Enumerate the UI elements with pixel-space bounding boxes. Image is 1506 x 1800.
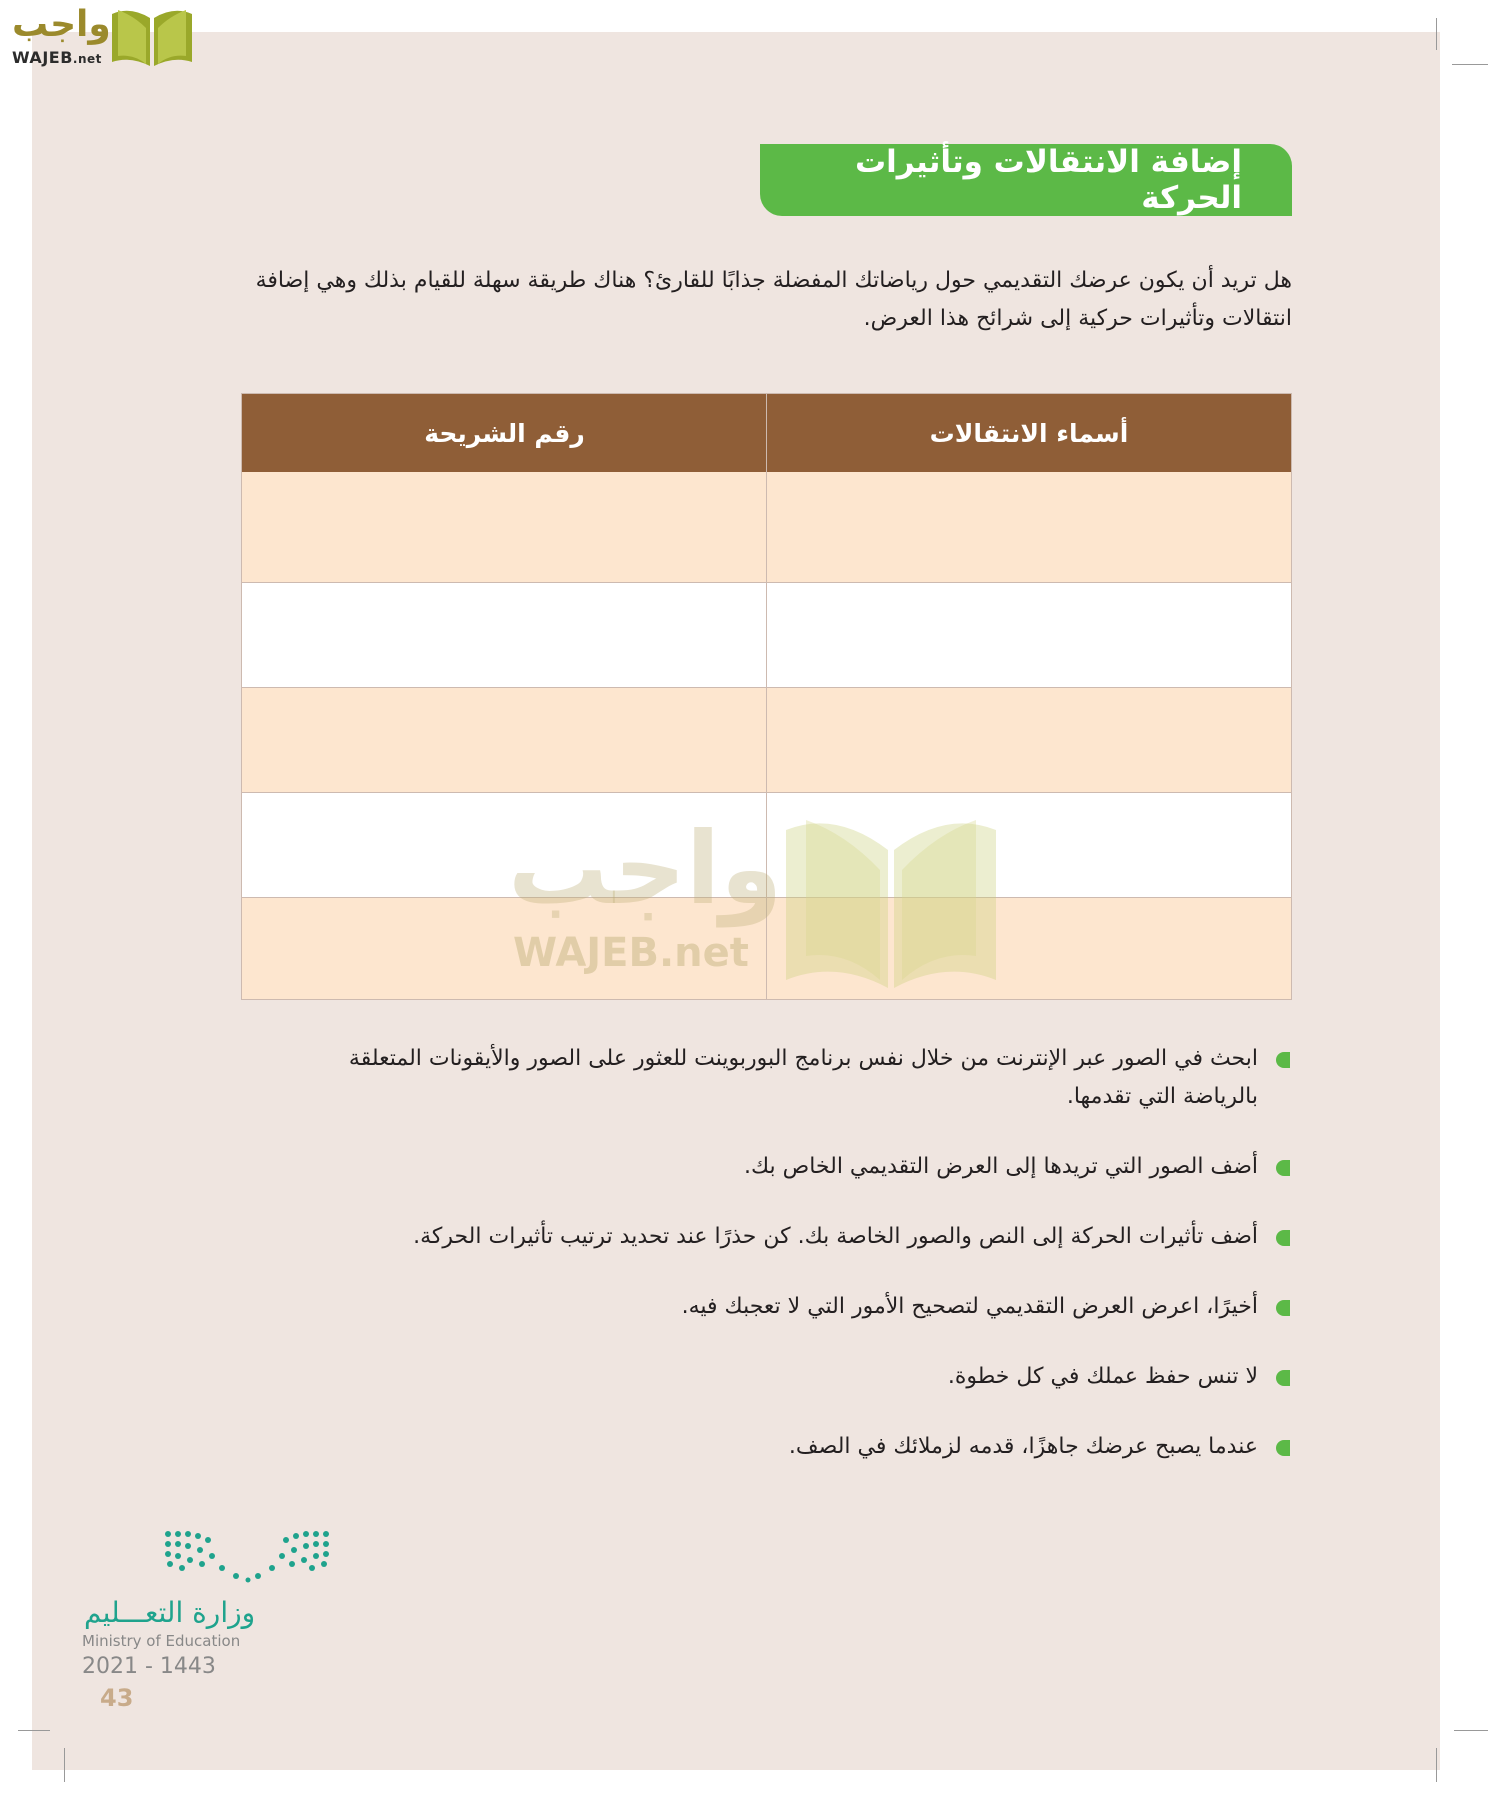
table-cell[interactable] <box>242 472 767 582</box>
bullet-marker <box>1276 1160 1290 1176</box>
table-cell[interactable] <box>767 472 1291 582</box>
section-title-bar <box>760 144 1292 216</box>
crop-mark <box>18 1730 50 1731</box>
ministry-name-arabic: وزارة التعـــليم <box>84 1596 256 1629</box>
section-title: إضافة الانتقالات وتأثيرات الحركة <box>854 144 1242 216</box>
watermark-latin-text: WAJEB.net <box>513 930 749 976</box>
wajeb-logo[interactable] <box>8 6 198 68</box>
ministry-name-english: Ministry of Education <box>82 1632 241 1650</box>
crop-mark <box>1452 64 1488 65</box>
table-cell[interactable] <box>767 897 1291 999</box>
book-icon <box>106 6 198 68</box>
logo-latin-text: WAJEB.net <box>12 48 102 67</box>
header-slide-number: رقم الشريحة <box>424 418 585 448</box>
ministry-footer <box>70 1520 340 1710</box>
table-row-divider <box>242 687 1291 688</box>
table-cell[interactable] <box>767 582 1291 687</box>
logo-arabic-text: واجب <box>12 4 111 45</box>
table-cell[interactable] <box>242 792 767 897</box>
list-item <box>300 1040 1292 1116</box>
table-row-divider <box>242 582 1291 583</box>
crop-mark <box>1454 1730 1488 1731</box>
table-cell[interactable] <box>242 582 767 687</box>
table-cell[interactable] <box>767 687 1291 792</box>
table-row-divider <box>242 897 1291 898</box>
list-item <box>300 1148 1292 1186</box>
list-item-text: لا تنس حفظ عملك في كل خطوة. <box>947 1364 1258 1389</box>
academic-year: 2021 - 1443 <box>82 1654 216 1679</box>
list-item <box>300 1428 1292 1466</box>
list-item-text: أضف تأثيرات الحركة إلى النص والصور الخاصة بك. كن حذرًا عند تحديد ترتيب تأثيرات الحركة. <box>413 1224 1258 1249</box>
list-item-text: ابحث في الصور عبر الإنترنت من خلال نفس برنامج البوربوينت للعثور على الصور والأيقونات المتعلقة بالرياضة التي تقدمها. <box>348 1046 1258 1109</box>
transitions-table <box>241 393 1292 1000</box>
table-column-divider <box>766 394 767 999</box>
list-item-text: أخيرًا، اعرض العرض التقديمي لتصحيح الأمور التي لا تعجبك فيه. <box>681 1294 1258 1319</box>
list-item-text: أضف الصور التي تريدها إلى العرض التقديمي الخاص بك. <box>743 1154 1258 1179</box>
bullet-marker <box>1276 1230 1290 1246</box>
list-item <box>300 1288 1292 1326</box>
bullet-marker <box>1276 1370 1290 1386</box>
table-row-divider <box>242 792 1291 793</box>
list-item <box>300 1358 1292 1396</box>
crop-mark <box>1436 1748 1437 1782</box>
crop-mark <box>1436 18 1437 50</box>
bullet-marker <box>1276 1440 1290 1456</box>
table-cell[interactable] <box>242 897 767 999</box>
bullet-marker <box>1276 1300 1290 1316</box>
header-transition-names: أسماء الانتقالات <box>929 418 1129 448</box>
page-number: 43 <box>100 1684 134 1712</box>
ministry-logo-dots-icon <box>162 1528 332 1584</box>
list-item <box>300 1218 1292 1256</box>
intro-paragraph: هل تريد أن يكون عرضك التقديمي حول رياضاتك المفضلة جذابًا للقارئ؟ هناك طريقة سهلة للقيام بذلك وهي إضافة انتقالات وتأثيرات حركية إلى شرائح هذا العرض. <box>255 268 1292 331</box>
table-cell[interactable] <box>767 792 1291 897</box>
table-cell[interactable] <box>242 687 767 792</box>
list-item-text: عندما يصبح عرضك جاهزًا، قدمه لزملائك في الصف. <box>788 1434 1258 1459</box>
crop-mark <box>64 1748 65 1782</box>
bullet-marker <box>1276 1052 1290 1068</box>
watermark-arabic-text: واجب <box>508 810 783 927</box>
